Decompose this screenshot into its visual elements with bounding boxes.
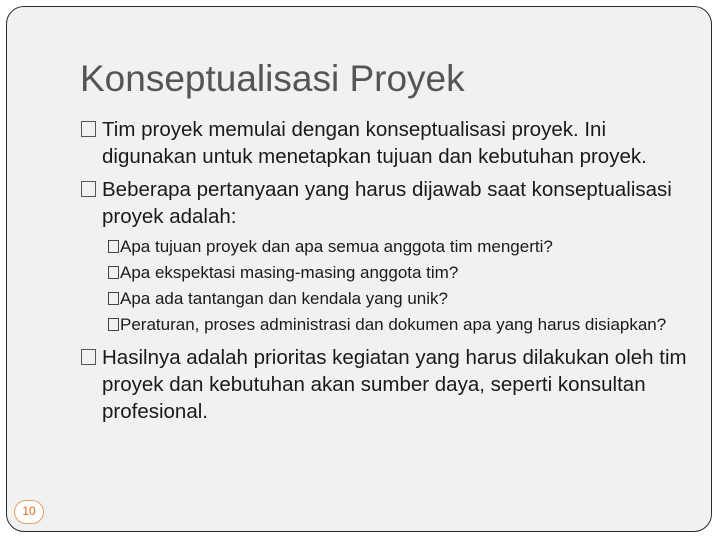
bullet-text: Tim proyek memulai dengan konseptualisasi proyek. Ini digunakan untuk menetapkan tujuan dan kebutuhan proyek. xyxy=(102,118,647,168)
sub-bullet-text: Apa ada tantangan dan kendala yang unik? xyxy=(120,289,448,308)
bullet-item xyxy=(80,176,700,230)
sub-bullet-item xyxy=(80,262,700,284)
sub-bullet-list xyxy=(80,236,700,336)
checkbox-bullet-icon xyxy=(108,240,119,253)
checkbox-bullet-icon xyxy=(108,318,119,331)
bullet-item xyxy=(80,116,700,170)
sub-bullet-text: Peraturan, proses administrasi dan dokumen apa yang harus disiapkan? xyxy=(120,315,667,334)
bullet-text: Beberapa pertanyaan yang harus dijawab saat konseptualisasi proyek adalah: xyxy=(102,178,672,228)
bullet-item xyxy=(80,344,700,425)
checkbox-bullet-icon xyxy=(108,292,119,305)
sub-bullet-item xyxy=(80,314,700,336)
sub-bullet-text: Apa ekspektasi masing-masing anggota tim? xyxy=(120,263,459,282)
slide-title: Konseptualisasi Proyek xyxy=(80,58,465,99)
sub-bullet-item xyxy=(80,288,700,310)
checkbox-bullet-icon xyxy=(108,266,119,279)
checkbox-bullet-icon xyxy=(81,349,96,365)
sub-bullet-item xyxy=(80,236,700,258)
sub-bullet-text: Apa tujuan proyek dan apa semua anggota tim mengerti? xyxy=(120,237,553,256)
checkbox-bullet-icon xyxy=(81,121,96,137)
page-number-badge: 10 xyxy=(14,500,44,524)
bullet-list xyxy=(80,116,700,431)
bullet-text: Hasilnya adalah prioritas kegiatan yang harus dilakukan oleh tim proyek dan kebutuhan akan sumber daya, seperti konsultan profesional. xyxy=(102,346,687,423)
checkbox-bullet-icon xyxy=(81,181,96,197)
